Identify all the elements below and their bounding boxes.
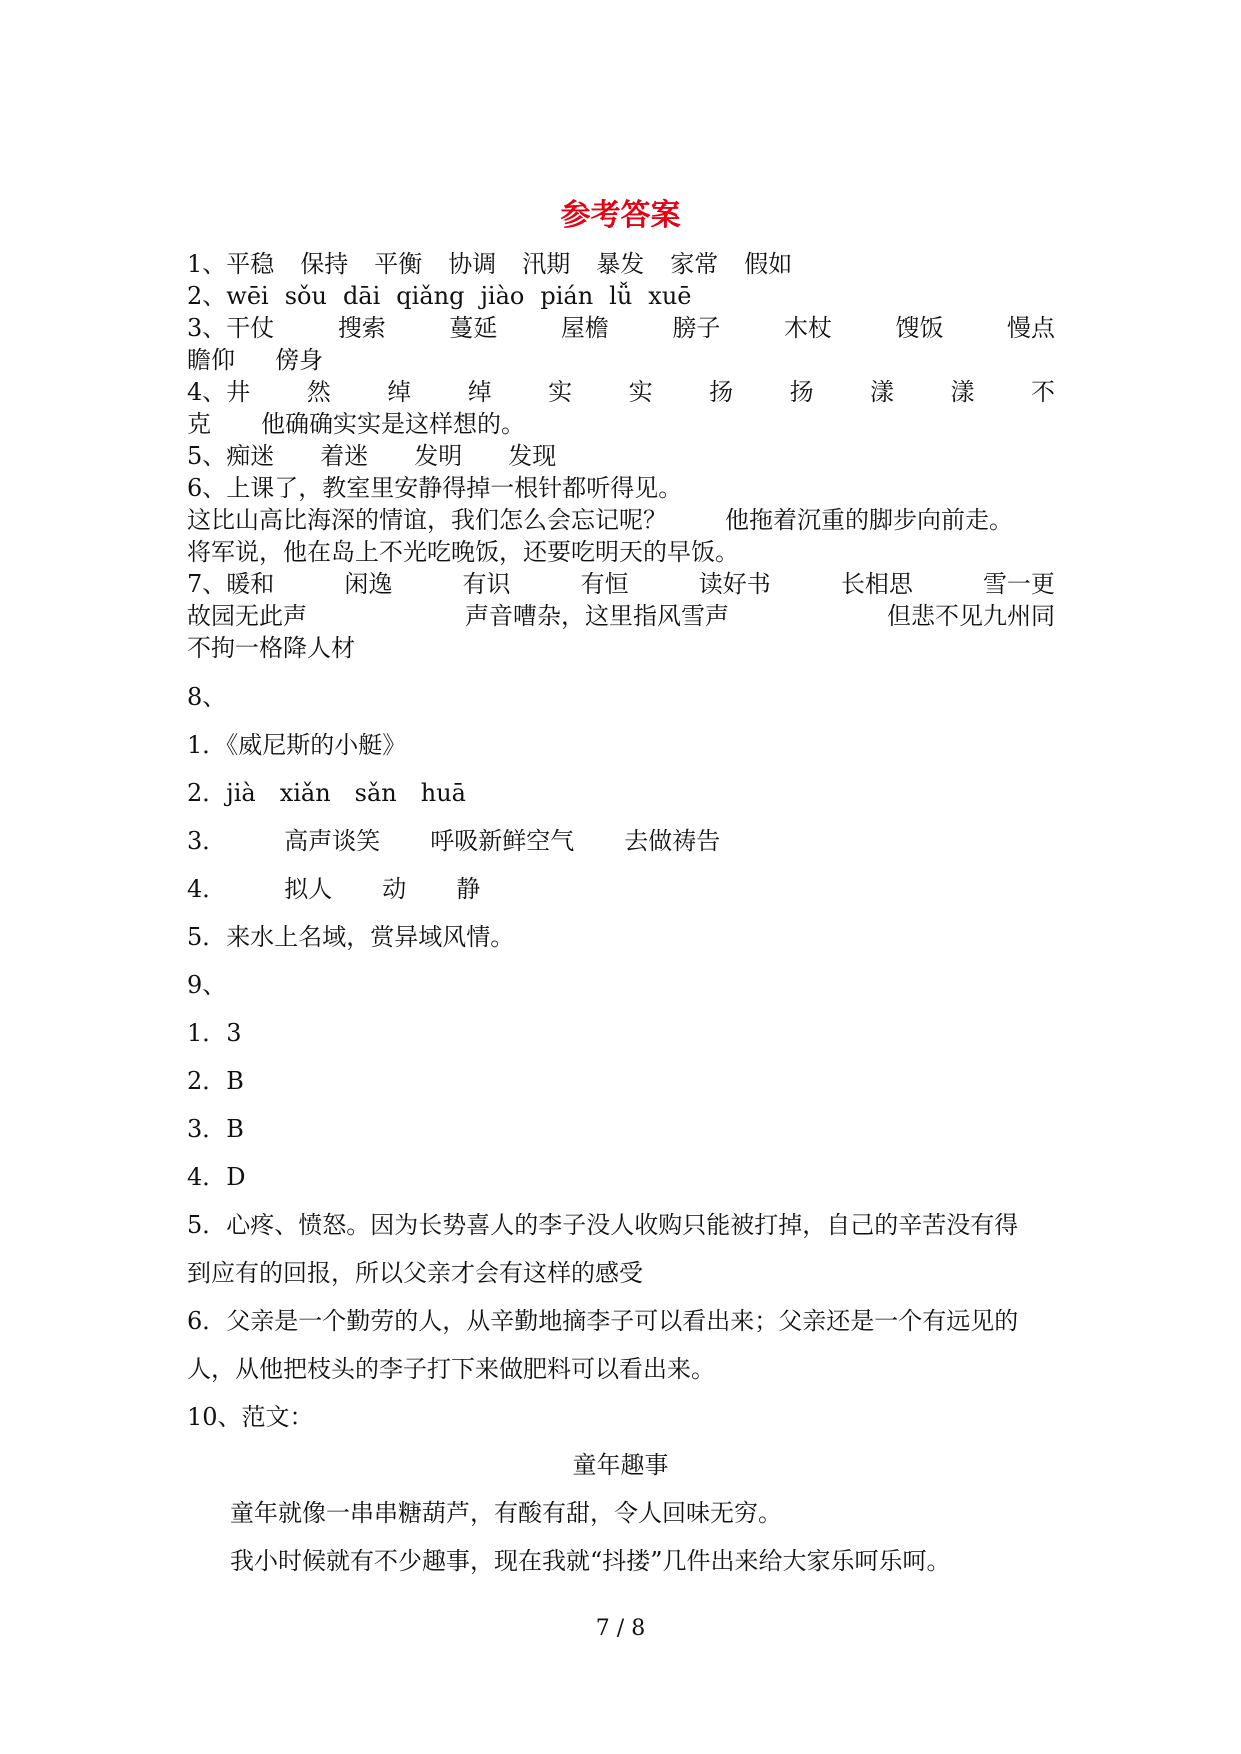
question-number: 8、 — [187, 683, 227, 711]
answer-item: 屋檐 — [560, 314, 609, 342]
answer-item — [187, 312, 274, 344]
answer-text: 上课了，教室里安静得掉一根针都听得见。 — [226, 474, 683, 502]
page-title: 参考答案 — [560, 198, 681, 233]
answer-text: 6．父亲是一个勤劳的人，从辛勤地摘李子可以看出来；父亲还是一个有远见的 — [187, 1307, 1019, 1335]
answer-4-row-1 — [187, 376, 1055, 408]
answer-3-row-2 — [187, 344, 323, 376]
answer-text: 将军说，他在岛上不光吃晚饭，还要吃明天的早饭。 — [187, 538, 739, 566]
answer-item: 绰 — [467, 378, 492, 406]
question-number: 1、 — [187, 250, 227, 278]
answer-8-3 — [187, 825, 720, 857]
answer-item: 瞻仰 — [187, 346, 235, 374]
answer-item: 扬 — [709, 378, 734, 406]
answer-item: pián — [540, 282, 594, 310]
answer-item: 故园无此声 — [187, 602, 307, 630]
answer-text: 到应有的回报，所以父亲才会有这样的感受 — [187, 1259, 643, 1287]
answer-8-4 — [187, 873, 480, 905]
answer-item: 读好书 — [698, 570, 771, 598]
page-number: 7 / 8 — [595, 1616, 646, 1641]
answer-9-6-line-2 — [187, 1353, 715, 1385]
answer-3-row-1 — [187, 312, 1055, 344]
answer-item: 发明 — [414, 442, 463, 470]
answer-7-row-1 — [187, 568, 1055, 600]
answer-5 — [187, 440, 556, 472]
answer-item: 平稳 — [226, 250, 275, 278]
answer-item-text: 暖和 — [226, 570, 275, 598]
answer-item: 不 — [1030, 378, 1055, 406]
answer-item: 协调 — [448, 250, 497, 278]
answer-item: 假如 — [744, 250, 793, 278]
answer-9-2 — [187, 1065, 244, 1097]
answer-item: 声音嘈杂，这里指风雪声 — [465, 602, 729, 630]
answer-item: 发现 — [508, 442, 557, 470]
answer-6-line-2 — [187, 504, 1013, 536]
question-8-heading — [187, 681, 226, 713]
answer-item: 长相思 — [840, 570, 913, 598]
answer-item: 家常 — [670, 250, 719, 278]
answer-text: 2．B — [187, 1067, 244, 1095]
answer-2 — [187, 280, 692, 312]
question-number: 3、 — [187, 314, 227, 342]
answer-item: lǚ — [609, 282, 633, 310]
answer-item: jiào — [480, 282, 525, 310]
answer-item: 暴发 — [596, 250, 645, 278]
answer-item: 保持 — [300, 250, 349, 278]
answer-number: 3． — [187, 827, 227, 855]
answer-9-1 — [187, 1017, 242, 1049]
answer-number: 4． — [187, 875, 227, 903]
answer-item: 蔓延 — [449, 314, 498, 342]
answer-item: 雪一更 — [982, 570, 1055, 598]
answer-item: xuē — [648, 282, 692, 310]
answer-8-1 — [187, 729, 406, 761]
answer-item: 拟人 — [284, 875, 333, 903]
answer-text: 2．jià xiǎn sǎn huā — [187, 779, 466, 807]
essay-paragraph-2 — [230, 1545, 951, 1577]
answer-6-line-1 — [187, 472, 682, 504]
answer-item: 馊饭 — [895, 314, 944, 342]
answer-text: 1．《威尼斯的小艇》 — [187, 731, 407, 759]
essay-text: 我小时候就有不少趣事，现在我就“抖搂”几件出来给大家乐呵乐呵。 — [230, 1547, 951, 1575]
answer-text: 人，从他把枝头的李子打下来做肥料可以看出来。 — [187, 1355, 715, 1383]
answer-item: 然 — [306, 378, 331, 406]
answer-item: 傍身 — [275, 346, 323, 374]
answer-item: 高声谈笑 — [284, 827, 381, 855]
answer-7-row-2 — [187, 600, 1055, 632]
answer-9-3 — [187, 1113, 244, 1145]
answer-text: 这比山高比海深的情谊，我们怎么会忘记呢？ — [187, 506, 667, 534]
answer-item: wēi — [226, 282, 269, 310]
answer-1 — [187, 248, 792, 280]
answer-8-2 — [187, 777, 466, 809]
answer-item: 呼吸新鲜空气 — [430, 827, 575, 855]
answer-item: 漾 — [950, 378, 975, 406]
answer-item: 木杖 — [783, 314, 832, 342]
answer-item — [187, 376, 250, 408]
answer-item: 汛期 — [522, 250, 571, 278]
question-number: 4、 — [187, 378, 227, 406]
question-9-heading — [187, 969, 226, 1001]
question-number: 7、 — [187, 570, 227, 598]
answer-text: 1．3 — [187, 1019, 242, 1047]
answer-item: sǒu — [284, 282, 327, 310]
answer-item: 漾 — [870, 378, 895, 406]
answer-item: 慢点 — [1007, 314, 1055, 342]
question-number: 2、 — [187, 282, 227, 310]
answer-item-text: 井 — [226, 378, 251, 406]
essay-text: 童年就像一串串糖葫芦，有酸有甜，令人回味无穷。 — [230, 1499, 782, 1527]
essay-paragraph-1 — [230, 1497, 782, 1529]
answer-9-5-line-1 — [187, 1209, 1018, 1241]
answer-item: 有恒 — [580, 570, 629, 598]
answer-item: 静 — [456, 875, 481, 903]
answer-item: 有识 — [462, 570, 511, 598]
answer-item: 克 — [187, 410, 211, 438]
question-number: 5、 — [187, 442, 227, 470]
answer-item: 痴迷 — [226, 442, 275, 470]
answer-item: 动 — [382, 875, 407, 903]
answer-item: 膀子 — [672, 314, 721, 342]
answer-item — [187, 568, 274, 600]
answer-item: 实 — [628, 378, 653, 406]
answer-7-row-3 — [187, 632, 355, 664]
answer-item: 绰 — [387, 378, 412, 406]
answer-item: 搜索 — [337, 314, 386, 342]
answer-item: 着迷 — [320, 442, 369, 470]
question-10-heading — [187, 1401, 314, 1433]
answer-text: 4．D — [187, 1163, 246, 1191]
answer-8-5 — [187, 921, 514, 953]
question-number: 9、 — [187, 971, 227, 999]
answer-item: 他确确实实是这样想的。 — [261, 410, 525, 438]
answer-text: 他拖着沉重的脚步向前走。 — [725, 506, 1013, 534]
answer-item: 实 — [548, 378, 573, 406]
answer-9-6-line-1 — [187, 1305, 1018, 1337]
answer-item: 去做祷告 — [624, 827, 721, 855]
answer-text: 3．B — [187, 1115, 244, 1143]
answer-text: 5．来水上名域，赏异域风情。 — [187, 923, 515, 951]
answer-item: 扬 — [789, 378, 814, 406]
answer-item: qiǎng — [396, 282, 465, 310]
answer-item: 闲逸 — [344, 570, 393, 598]
answer-text: 不拘一格降人材 — [187, 634, 355, 662]
answer-item-text: 干仗 — [226, 314, 275, 342]
question-number: 10、范文： — [187, 1403, 314, 1431]
answer-6-line-3 — [187, 536, 739, 568]
answer-item: 但悲不见九州同 — [887, 602, 1055, 630]
answer-text: 5．心疼、愤怒。因为长势喜人的李子没人收购只能被打掉，自己的辛苦没有得 — [187, 1211, 1019, 1239]
answer-9-4 — [187, 1161, 246, 1193]
answer-item: dāi — [342, 282, 381, 310]
essay-title: 童年趣事 — [572, 1451, 669, 1479]
question-number: 6、 — [187, 474, 227, 502]
answer-4-row-2 — [187, 408, 525, 440]
answer-item: 平衡 — [374, 250, 423, 278]
answer-9-5-line-2 — [187, 1257, 643, 1289]
